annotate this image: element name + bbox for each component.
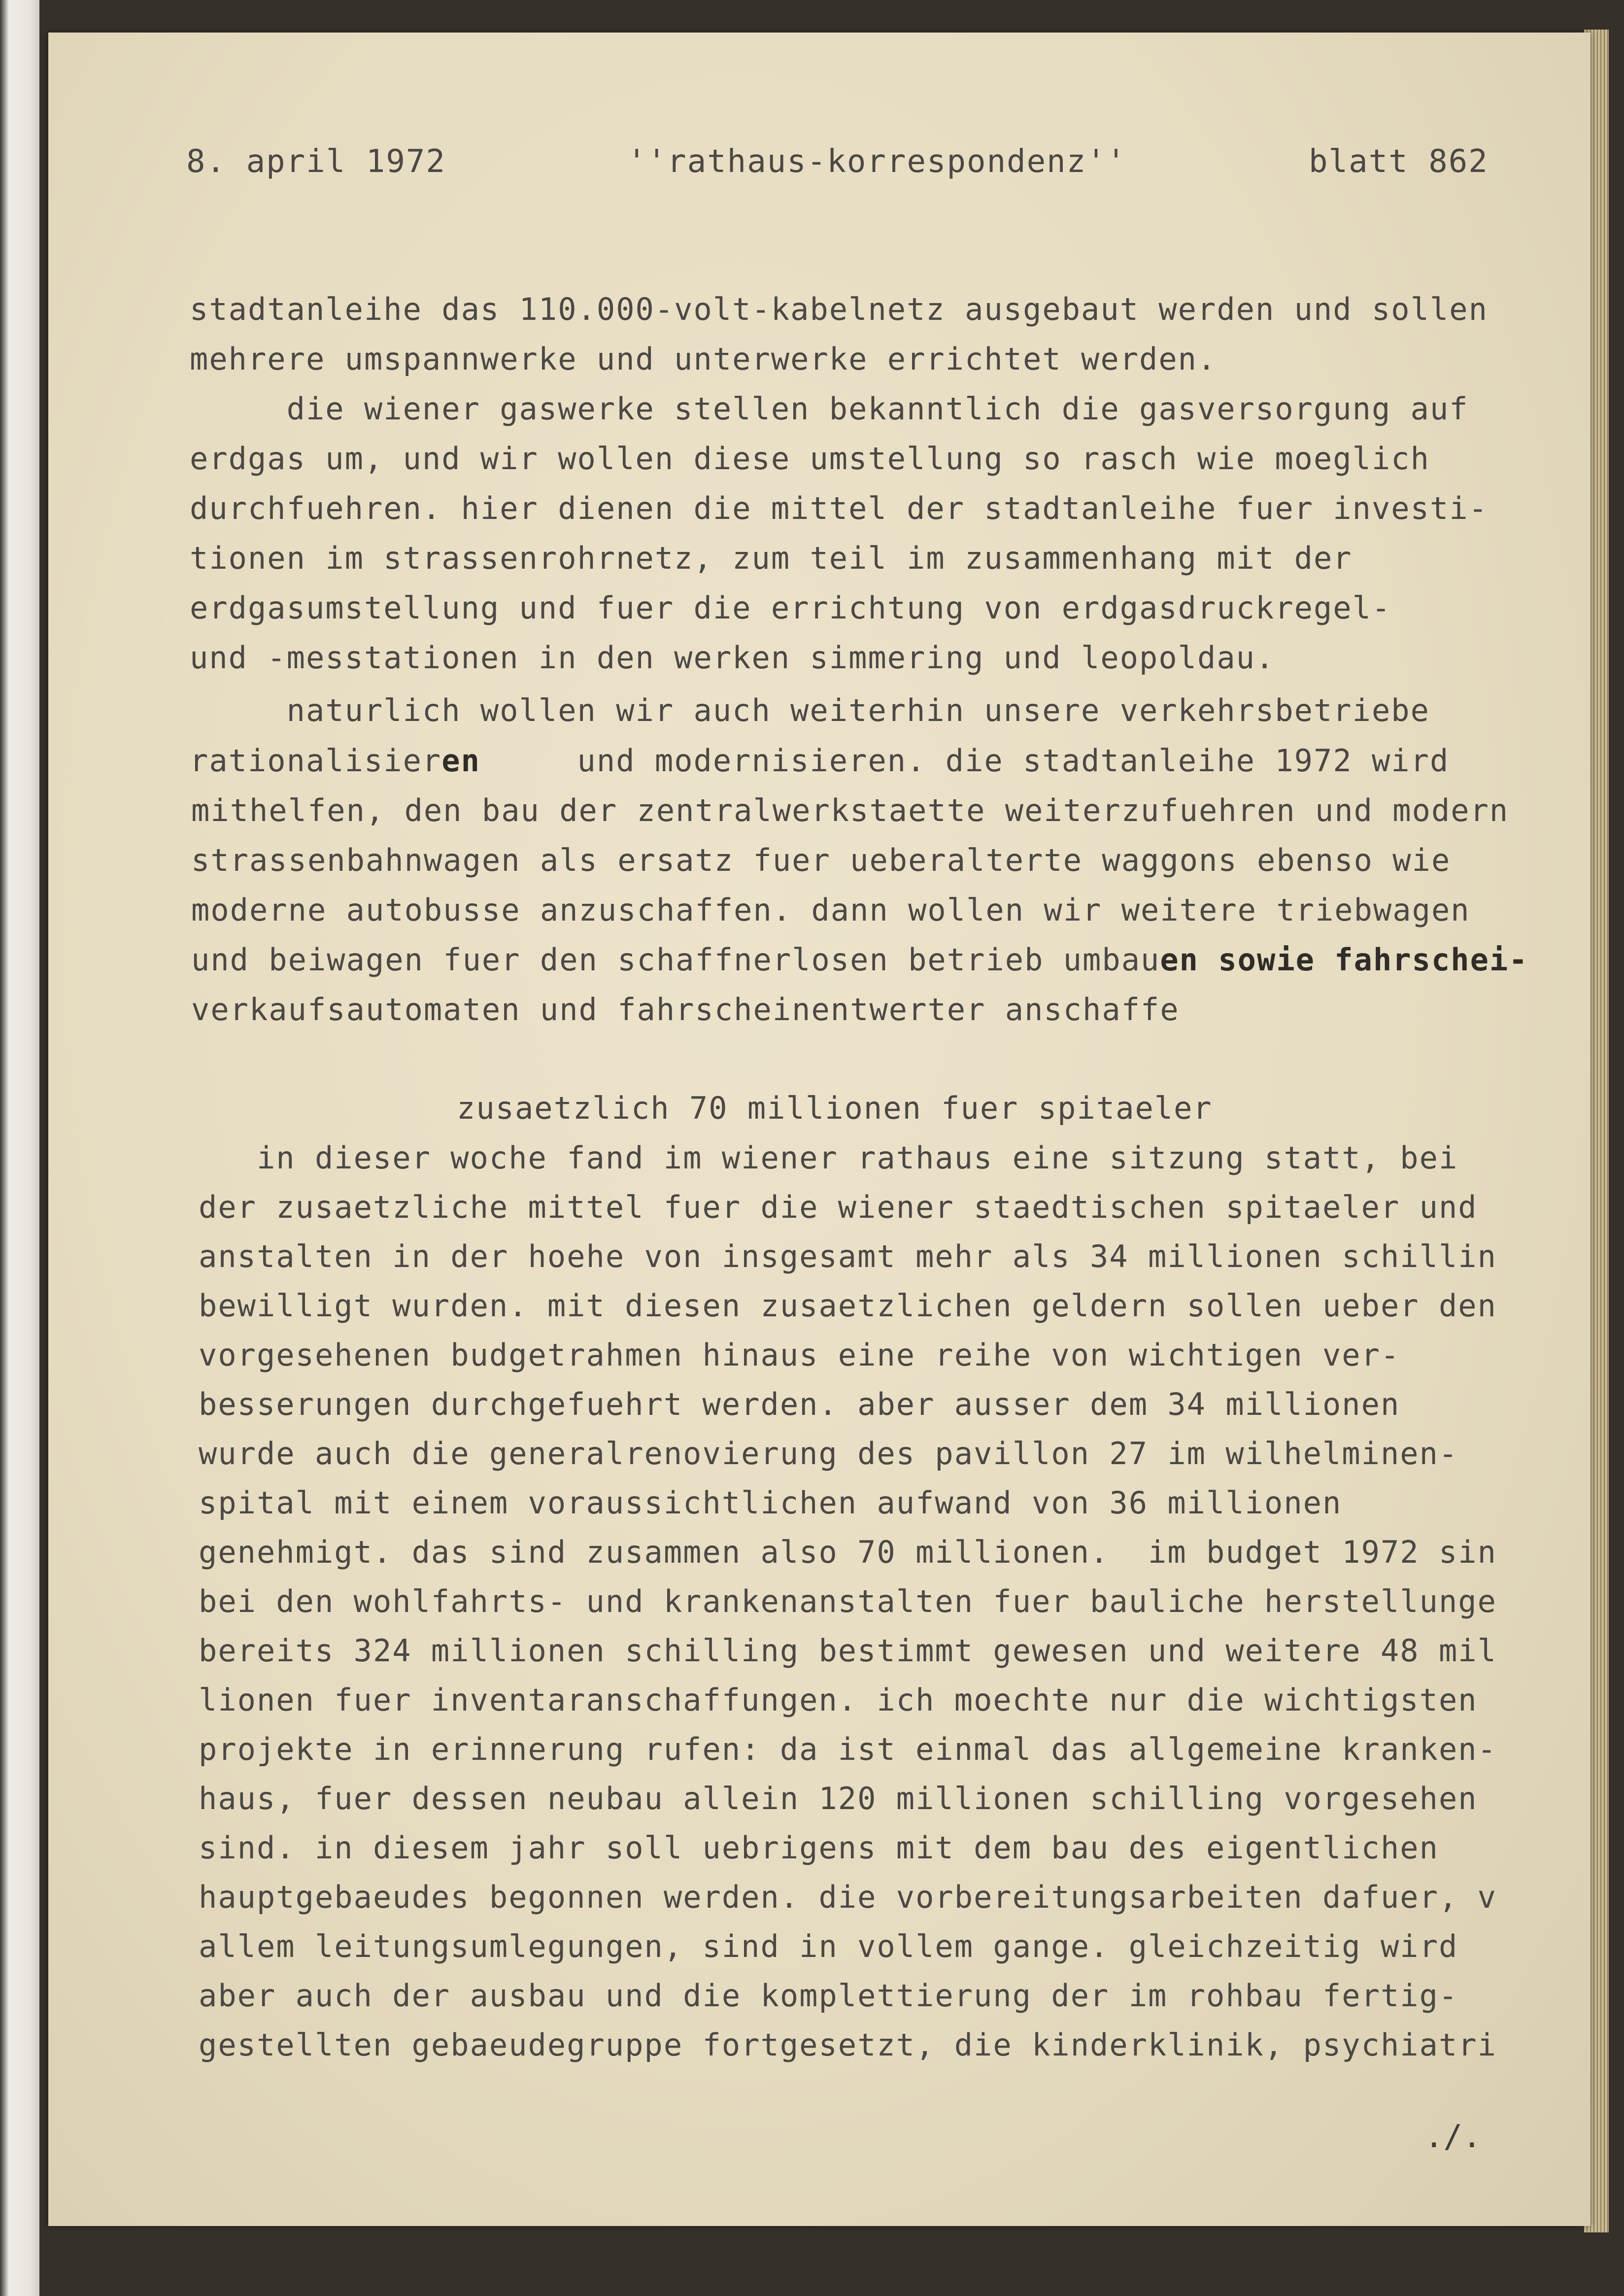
body-text-segment: und beiwagen fuer den schaffnerlosen betrieb umbau [191, 942, 1160, 978]
body-text-segment: rationalisier [190, 743, 442, 779]
body-line: strassenbahnwagen als ersatz fuer ueberalterte waggons ebenso wie [191, 842, 1451, 878]
body-line: besserungen durchgefuehrt werden. aber ausser dem 34 millionen [199, 1386, 1400, 1422]
body-line: die wiener gaswerke stellen bekanntlich die gasversorgung auf [190, 391, 1469, 427]
body-line: lionen fuer inventaranschaffungen. ich moechte nur die wichtigsten [199, 1682, 1478, 1718]
body-line: bewilligt wurden. mit diesen zusaetzlichen geldern sollen ueber den [199, 1288, 1497, 1324]
body-line: der zusaetzliche mittel fuer die wiener staedtischen spitaeler und [199, 1189, 1478, 1225]
body-line: naturlich wollen wir auch weiterhin unsere verkehrsbetriebe [190, 692, 1430, 728]
body-line: aber auch der ausbau und die komplettierung der im rohbau fertig- [199, 1978, 1458, 2014]
body-line: projekte in erinnerung rufen: da ist einmal das allgemeine kranken- [199, 1731, 1497, 1767]
document-page [48, 33, 1590, 2226]
body-line: tionen im strassenrohrnetz, zum teil im zusammenhang mit der [190, 540, 1353, 576]
header-date: 8. april 1972 [186, 143, 446, 180]
body-line-with-insert [191, 942, 1528, 978]
body-line: gestellten gebaeudegruppe fortgesetzt, die kinderklinik, psychiatri [199, 2027, 1497, 2063]
header-publication: ''rathaus-korrespondenz'' [627, 143, 1127, 180]
body-line: bei den wohlfahrts- und krankenanstalten fuer bauliche herstellunge [199, 1583, 1497, 1619]
body-line: vorgesehenen budgetrahmen hinaus eine reihe von wichtigen ver- [199, 1337, 1400, 1373]
body-line: wurde auch die generalrenovierung des pavillon 27 im wilhelminen- [199, 1436, 1458, 1472]
body-line: und -messtationen in den werken simmering und leopoldau. [190, 640, 1275, 676]
body-line: hauptgebaeudes begonnen werden. die vorbereitungsarbeiten dafuer, v [199, 1879, 1497, 1915]
body-line: moderne autobusse anzuschaffen. dann wollen wir weitere triebwagen [191, 892, 1470, 928]
body-line: durchfuehren. hier dienen die mittel der stadtanleihe fuer investi- [190, 490, 1488, 526]
continuation-mark: ./. [1424, 2119, 1482, 2155]
body-line: bereits 324 millionen schilling bestimmt gewesen und weitere 48 mil [199, 1633, 1497, 1669]
body-line: in dieser woche fand im wiener rathaus eine sitzung statt, bei [199, 1140, 1458, 1176]
body-text-segment: und modernisieren. die stadtanleihe 1972 wird [480, 743, 1450, 779]
body-line: mehrere umspannwerke und unterwerke errichtet werden. [190, 341, 1217, 377]
body-line: verkaufsautomaten und fahrscheinentwerter anschaffe [191, 992, 1180, 1028]
header-sheet: blatt 862 [1309, 143, 1489, 180]
body-line: allem leitungsumlegungen, sind in vollem gange. gleichzeitig wird [199, 1928, 1458, 1964]
body-line: genehmigt. das sind zusammen also 70 millionen. im budget 1972 sin [199, 1534, 1497, 1570]
body-line: stadtanleihe das 110.000-volt-kabelnetz ausgebaut werden und sollen [190, 291, 1488, 327]
body-line-with-insert [190, 743, 1450, 779]
section-heading: zusaetzlich 70 millionen fuer spitaeler [457, 1090, 1213, 1126]
body-line: sind. in diesem jahr soll uebrigens mit dem bau des eigentlichen [199, 1830, 1439, 1866]
body-line: haus, fuer dessen neubau allein 120 millionen schilling vorgesehen [199, 1781, 1478, 1816]
retyped-insert: en [441, 743, 480, 779]
body-line: mithelfen, den bau der zentralwerkstaette weiterzufuehren und modern [191, 792, 1509, 828]
retyped-insert: en sowie fahrschei- [1160, 942, 1528, 978]
body-line: erdgasumstellung und fuer die errichtung von erdgasdruckregel- [190, 590, 1391, 626]
body-line: anstalten in der hoehe von insgesamt mehr als 34 millionen schillin [199, 1238, 1497, 1274]
body-line: spital mit einem voraussichtlichen aufwand von 36 millionen [199, 1485, 1342, 1521]
body-line: erdgas um, und wir wollen diese umstellung so rasch wie moeglich [190, 441, 1430, 477]
